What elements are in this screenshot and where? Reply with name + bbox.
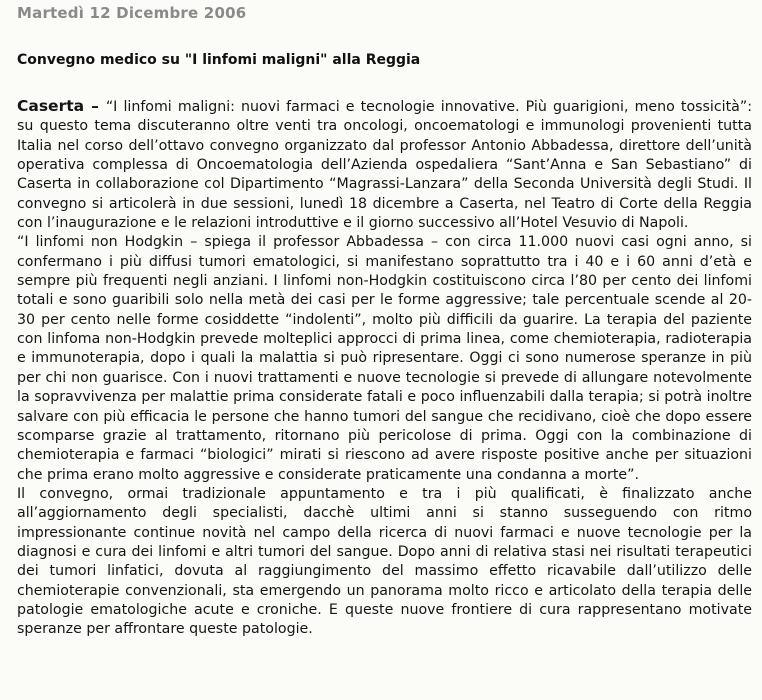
publication-date: Martedì 12 Dicembre 2006	[17, 4, 247, 22]
paragraph-1-text: “I linfomi maligni: nuovi farmaci e tecnologie innovative. Più guarigioni, meno tossicità”: su questo tema discuteranno oltre venti tra oncologi, oncoematologi e immunologi provenienti tutta Italia nel corso dell’ottavo convegno organizzato dal professor Antonio Abbadessa, direttore dell’unità operativa complessa di Oncoematologia dell’Azienda ospedaliera “Sant’Anna e San Sebastiano” di Caserta in collaborazione col Dipartimento “Magrassi-Lanzara” della Seconda Università degli Studi. Il convegno si articolerà in due sessioni, lunedì 18 dicembre a Caserta, nel Teatro di Corte della Reggia con l’inaugurazione e le relazioni introduttive e il giorno successivo all’Hotel Vesuvio di Napoli.	[17, 99, 752, 232]
article-paragraph-3: Il convegno, ormai tradizionale appuntamento e tra i più qualificati, è finalizzato anche all’aggiornamento degli specialisti, dacchè ultimi anni si stanno susseguendo con ritmo impressionante continue novità nel campo della ricerca di nuovi farmaci e nuove tecnologie per la diagnosi e cura dei linfomi e altri tumori del sangue. Dopo anni di relativa stasi nei risultati terapeutici dei tumori linfatici, dovuta al raggiungimento del massimo effetto ricavabile dall’utilizzo delle chemioterapie convenzionali, sta emergendo un panorama molto ricco e articolato della terapia delle patologie ematologiche acute e croniche. E queste nuove frontiere di cura rappresentano motivate speranze per affrontare queste patologie.	[17, 485, 752, 638]
dateline: Caserta	[17, 97, 85, 115]
article-title: Convegno medico su "I linfomi maligni" alla Reggia	[17, 52, 421, 68]
article-body	[17, 97, 752, 640]
article-paragraph-2: “I linfomi non Hodgkin – spiega il professor Abbadessa – con circa 11.000 nuovi casi ogni anno, si confermano i più diffusi tumori ematologici, si manifestano soprattutto tra i 40 e i 60 anni d’età e sempre più frequenti negli anziani. I linfomi non-Hodgkin costituiscono circa l’80 per cento dei linfomi totali e sono guaribili solo nella metà dei casi per le forme aggressive; tale percentuale scende al 20-30 per cento nelle forme cosiddette “indolenti”, molto più difficili da guarire. La terapia del paziente con linfoma non-Hodgkin prevede molteplici approcci di prima linea, come chemioterapia, radioterapia e immunoterapia, dopo i quali la malattia si può ripresentare. Oggi ci sono numerose speranze in più per chi non guarisce. Con i nuovi trattamenti e nuove tecnologie si prevede di allungare notevolmente la sopravvivenza per malattie prima considerate fatali e poco influenzabili dalla terapia; si potrà inoltre salvare con più efficacia le persone che hanno tumori del sangue che recidivano, cioè che dopo essere scomparse grazie al trattamento, ritornano più pericolose di prima. Oggi con la combinazione di chemioterapia e farmaci “biologici” mirati si riescono ad avere risposte positive anche per situazioni che prima erano molto aggressive e considerate praticamente una condanna a morte”.	[17, 234, 752, 483]
dateline-separator: –	[84, 97, 106, 115]
article-paragraph-1	[17, 97, 752, 233]
